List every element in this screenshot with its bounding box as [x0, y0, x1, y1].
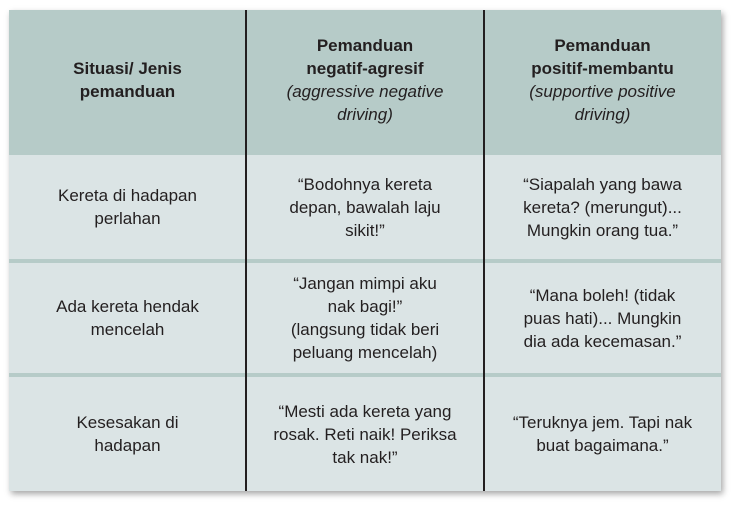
cell-line: buat bagaimana.”: [536, 436, 669, 455]
cell-line: puas hati)... Mungkin: [523, 308, 682, 328]
header-positive-subtitle: (supportive positive: [529, 82, 676, 101]
column-divider: [245, 10, 247, 491]
header-negative-subtitle: driving): [337, 105, 393, 124]
cell-line: peluang mencelah): [292, 343, 438, 362]
header-situation-line: Situasi/ Jenis: [73, 59, 182, 78]
cell-line: mencelah: [90, 320, 165, 339]
comparison-table: [9, 10, 721, 491]
header-negative-driving: [246, 10, 484, 150]
situation-cell: [9, 155, 246, 259]
cell-line: “Bodohnya kereta: [297, 174, 433, 194]
negative-cell: [246, 155, 484, 259]
header-negative-title: Pemanduan: [316, 36, 414, 55]
header-positive-subtitle: driving): [574, 105, 631, 124]
cell-line: dia ada kecemasan.”: [523, 331, 682, 351]
cell-line: “Teruknya jem. Tapi nak: [512, 413, 693, 432]
header-positive-title: Pemanduan: [554, 36, 651, 55]
table-row: [9, 263, 721, 373]
cell-line: perlahan: [94, 209, 161, 228]
cell-line: Mungkin orang tua.”: [526, 220, 679, 240]
table-row: [9, 377, 721, 491]
cell-line: “Mana boleh! (tidak: [529, 285, 676, 305]
header-positive-driving: [484, 10, 721, 150]
cell-line: rosak. Reti naik! Periksa: [273, 424, 457, 444]
column-divider: [483, 10, 485, 491]
table-header-row: [9, 10, 721, 150]
cell-line: Kereta di hadapan: [58, 186, 197, 205]
cell-line: Ada kereta hendak: [56, 297, 199, 316]
cell-line: kereta? (merungut)...: [523, 197, 682, 217]
situation-cell: [9, 263, 246, 373]
cell-line: “Siapalah yang bawa: [523, 174, 682, 194]
cell-line: Kesesakan di: [76, 413, 179, 432]
header-situation: [9, 10, 246, 150]
cell-line: hadapan: [94, 436, 161, 455]
table-row: [9, 155, 721, 259]
positive-cell: [484, 263, 721, 373]
cell-line: tak nak!”: [332, 447, 398, 467]
cell-line: sikit!”: [345, 220, 385, 240]
positive-cell: [484, 155, 721, 259]
cell-line: depan, bawalah laju: [289, 197, 441, 217]
cell-line: (langsung tidak beri: [290, 320, 440, 339]
header-situation-line: pemanduan: [79, 82, 176, 101]
positive-cell: [484, 377, 721, 491]
negative-cell: [246, 377, 484, 491]
negative-cell: [246, 263, 484, 373]
header-positive-title: positif-membantu: [531, 59, 674, 78]
header-negative-title: negatif-agresif: [306, 59, 424, 78]
header-negative-subtitle: (aggressive negative: [286, 82, 444, 101]
situation-cell: [9, 377, 246, 491]
cell-line: “Mesti ada kereta yang: [278, 401, 452, 421]
cell-line: “Jangan mimpi aku: [293, 274, 437, 293]
cell-line: nak bagi!”: [327, 297, 403, 316]
